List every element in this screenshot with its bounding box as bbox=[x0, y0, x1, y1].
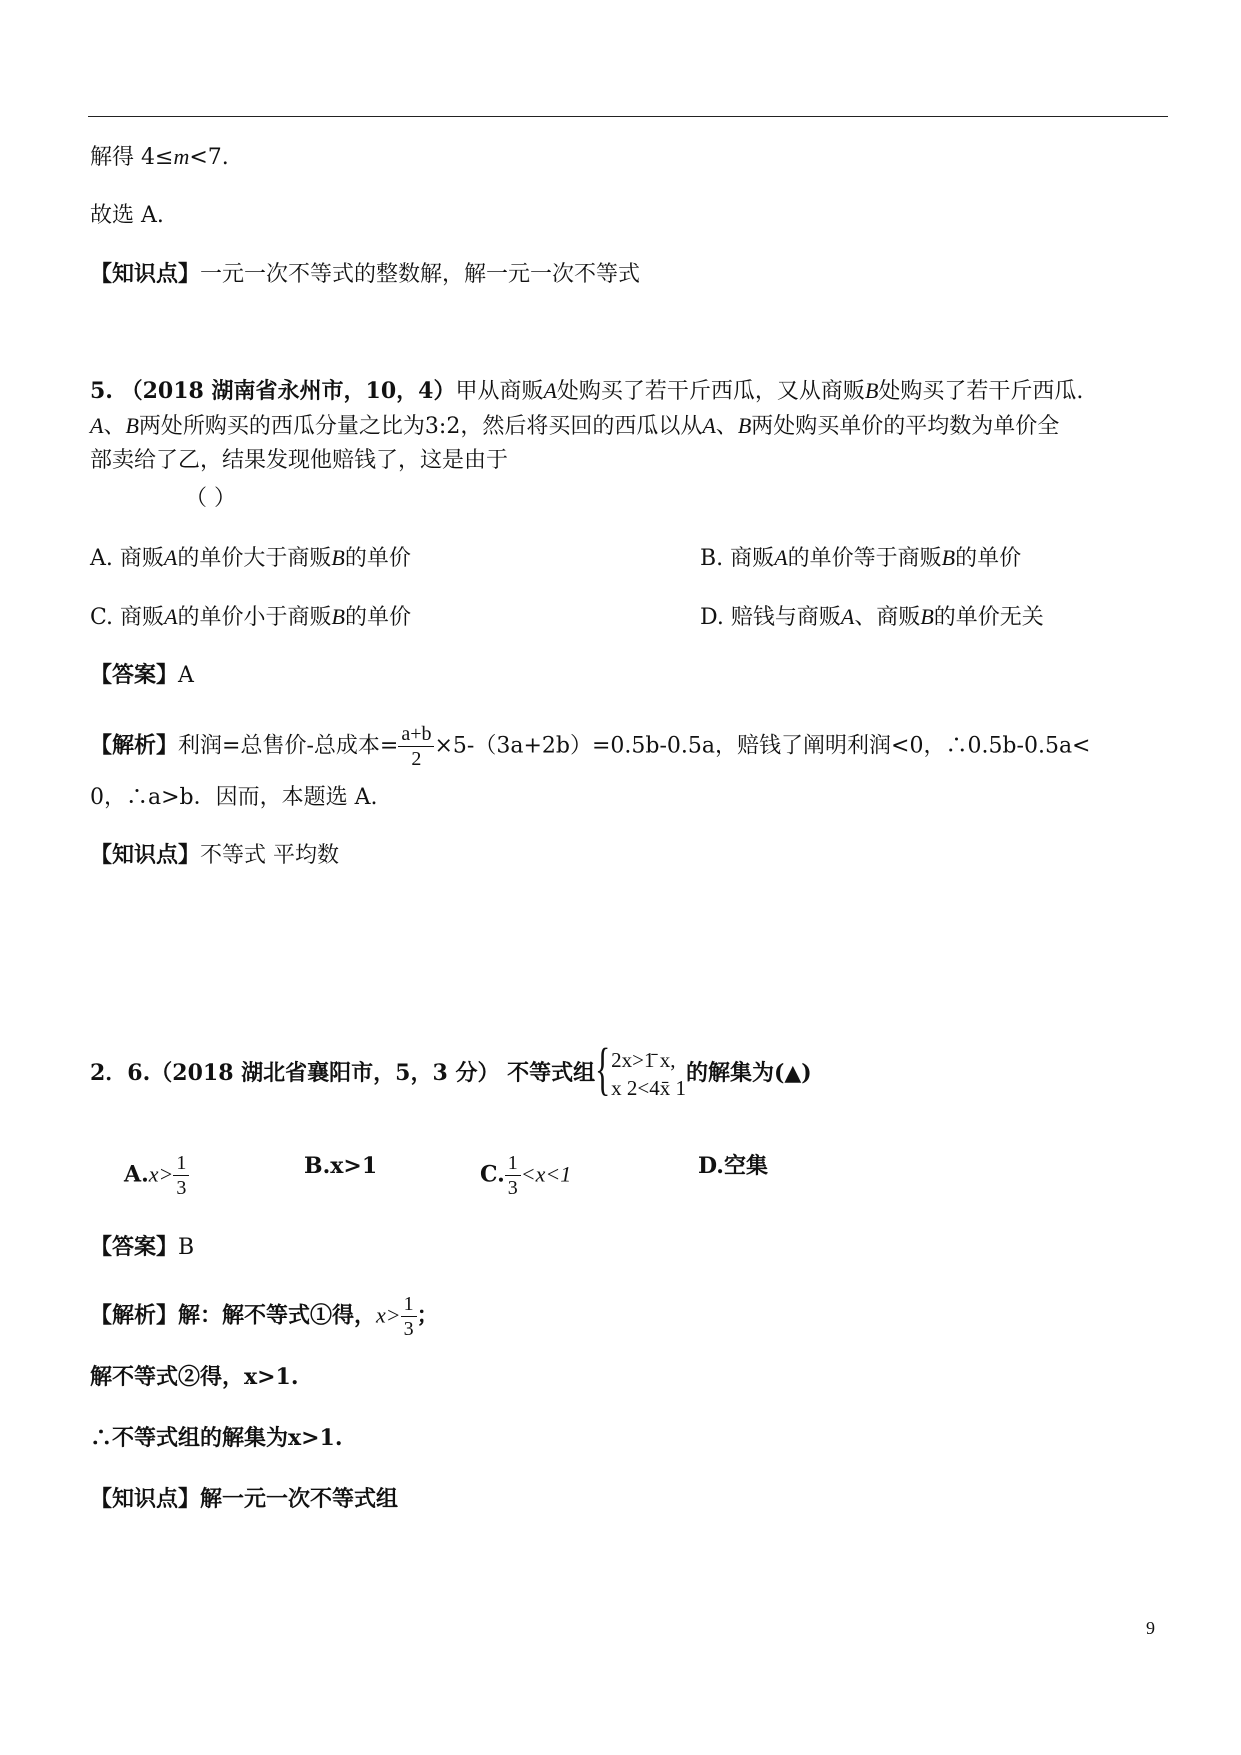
q6-option-b: B.x>1 bbox=[304, 1153, 378, 1179]
q6-option-a-fraction: $\frac{1}{3}$ bbox=[173, 1151, 189, 1200]
q6-knowledge: 【知识点】解一元一次不等式组 bbox=[90, 1486, 399, 1512]
q6-analysis-line1: 【解析】解：解不等式①得，x> $\frac{1}{3}$ ； bbox=[90, 1293, 439, 1340]
q5-analysis-line1: 【解析】利润=总售价-总成本= $\frac{a+b}{2}$ ×5-（3a+2b）=0.5b-0.5a，赔钱了阐明利润<0，∴0.5b-0.5a< bbox=[90, 723, 1091, 770]
q6-option-c: C. $\frac{1}{3}$ <x<1 bbox=[480, 1152, 572, 1199]
solution-line: 解得 4≤m<7. bbox=[90, 144, 229, 170]
q5-knowledge: 【知识点】不等式 平均数 bbox=[90, 842, 340, 868]
q6-option-c-fraction: $\frac{1}{3}$ bbox=[505, 1151, 521, 1200]
q5-stem-line2: A、B两处所购买的西瓜分量之比为3:2，然后将买回的西瓜以从A、B两处购买单价的平均数为单价全 bbox=[90, 413, 1060, 439]
q5-answer-paren: （ ） bbox=[185, 486, 236, 511]
q5-stem-line1: 5. （2018 湖南省永州市，10，4）甲从商贩A处购买了若干斤西瓜，又从商贩B处购买了若干斤西瓜. bbox=[90, 378, 1084, 404]
q5-option-b: B. 商贩A的单价等于商贩B的单价 bbox=[700, 545, 1022, 571]
q5-fraction: $\frac{a+b}{2}$ bbox=[398, 722, 434, 771]
q6-stem: 2．6.（2018 湖北省襄阳市，5，3 分） 不等式组 { 2x>1̄ x, x 2<4x̄ 1 的解集为(▲) bbox=[90, 1036, 812, 1101]
q5-option-d: D. 赔钱与商贩A、商贩B的单价无关 bbox=[700, 604, 1044, 630]
q5-stem-line3: 部卖给了乙，结果发现他赔钱了，这是由于 bbox=[90, 448, 509, 473]
q6-option-a: A.x> $\frac{1}{3}$ bbox=[124, 1151, 189, 1200]
q6-option-d: D.空集 bbox=[698, 1153, 768, 1179]
q6-analysis-fraction: $\frac{1}{3}$ bbox=[401, 1292, 417, 1341]
q6-analysis-line2: 解不等式②得，x>1. bbox=[90, 1364, 299, 1390]
page-number: 9 bbox=[1146, 1618, 1155, 1638]
header-rule bbox=[88, 116, 1168, 117]
choice-line: 故选 A. bbox=[90, 203, 164, 228]
q6-inequality-system: { 2x>1̄ x, x 2<4x̄ 1 bbox=[595, 1036, 686, 1101]
q5-option-c: C. 商贩A的单价小于商贩B的单价 bbox=[90, 604, 411, 630]
q6-analysis-line3: ∴不等式组的解集为x>1. bbox=[90, 1425, 343, 1451]
q5-answer: 【答案】A bbox=[90, 662, 194, 688]
q5-analysis-line2: 0，∴a>b．因而，本题选 A. bbox=[90, 785, 378, 810]
q6-answer: 【答案】B bbox=[90, 1234, 195, 1260]
q5-option-a: A. 商贩A的单价大于商贩B的单价 bbox=[90, 545, 411, 571]
knowledge-line: 【知识点】一元一次不等式的整数解，解一元一次不等式 bbox=[90, 261, 641, 287]
